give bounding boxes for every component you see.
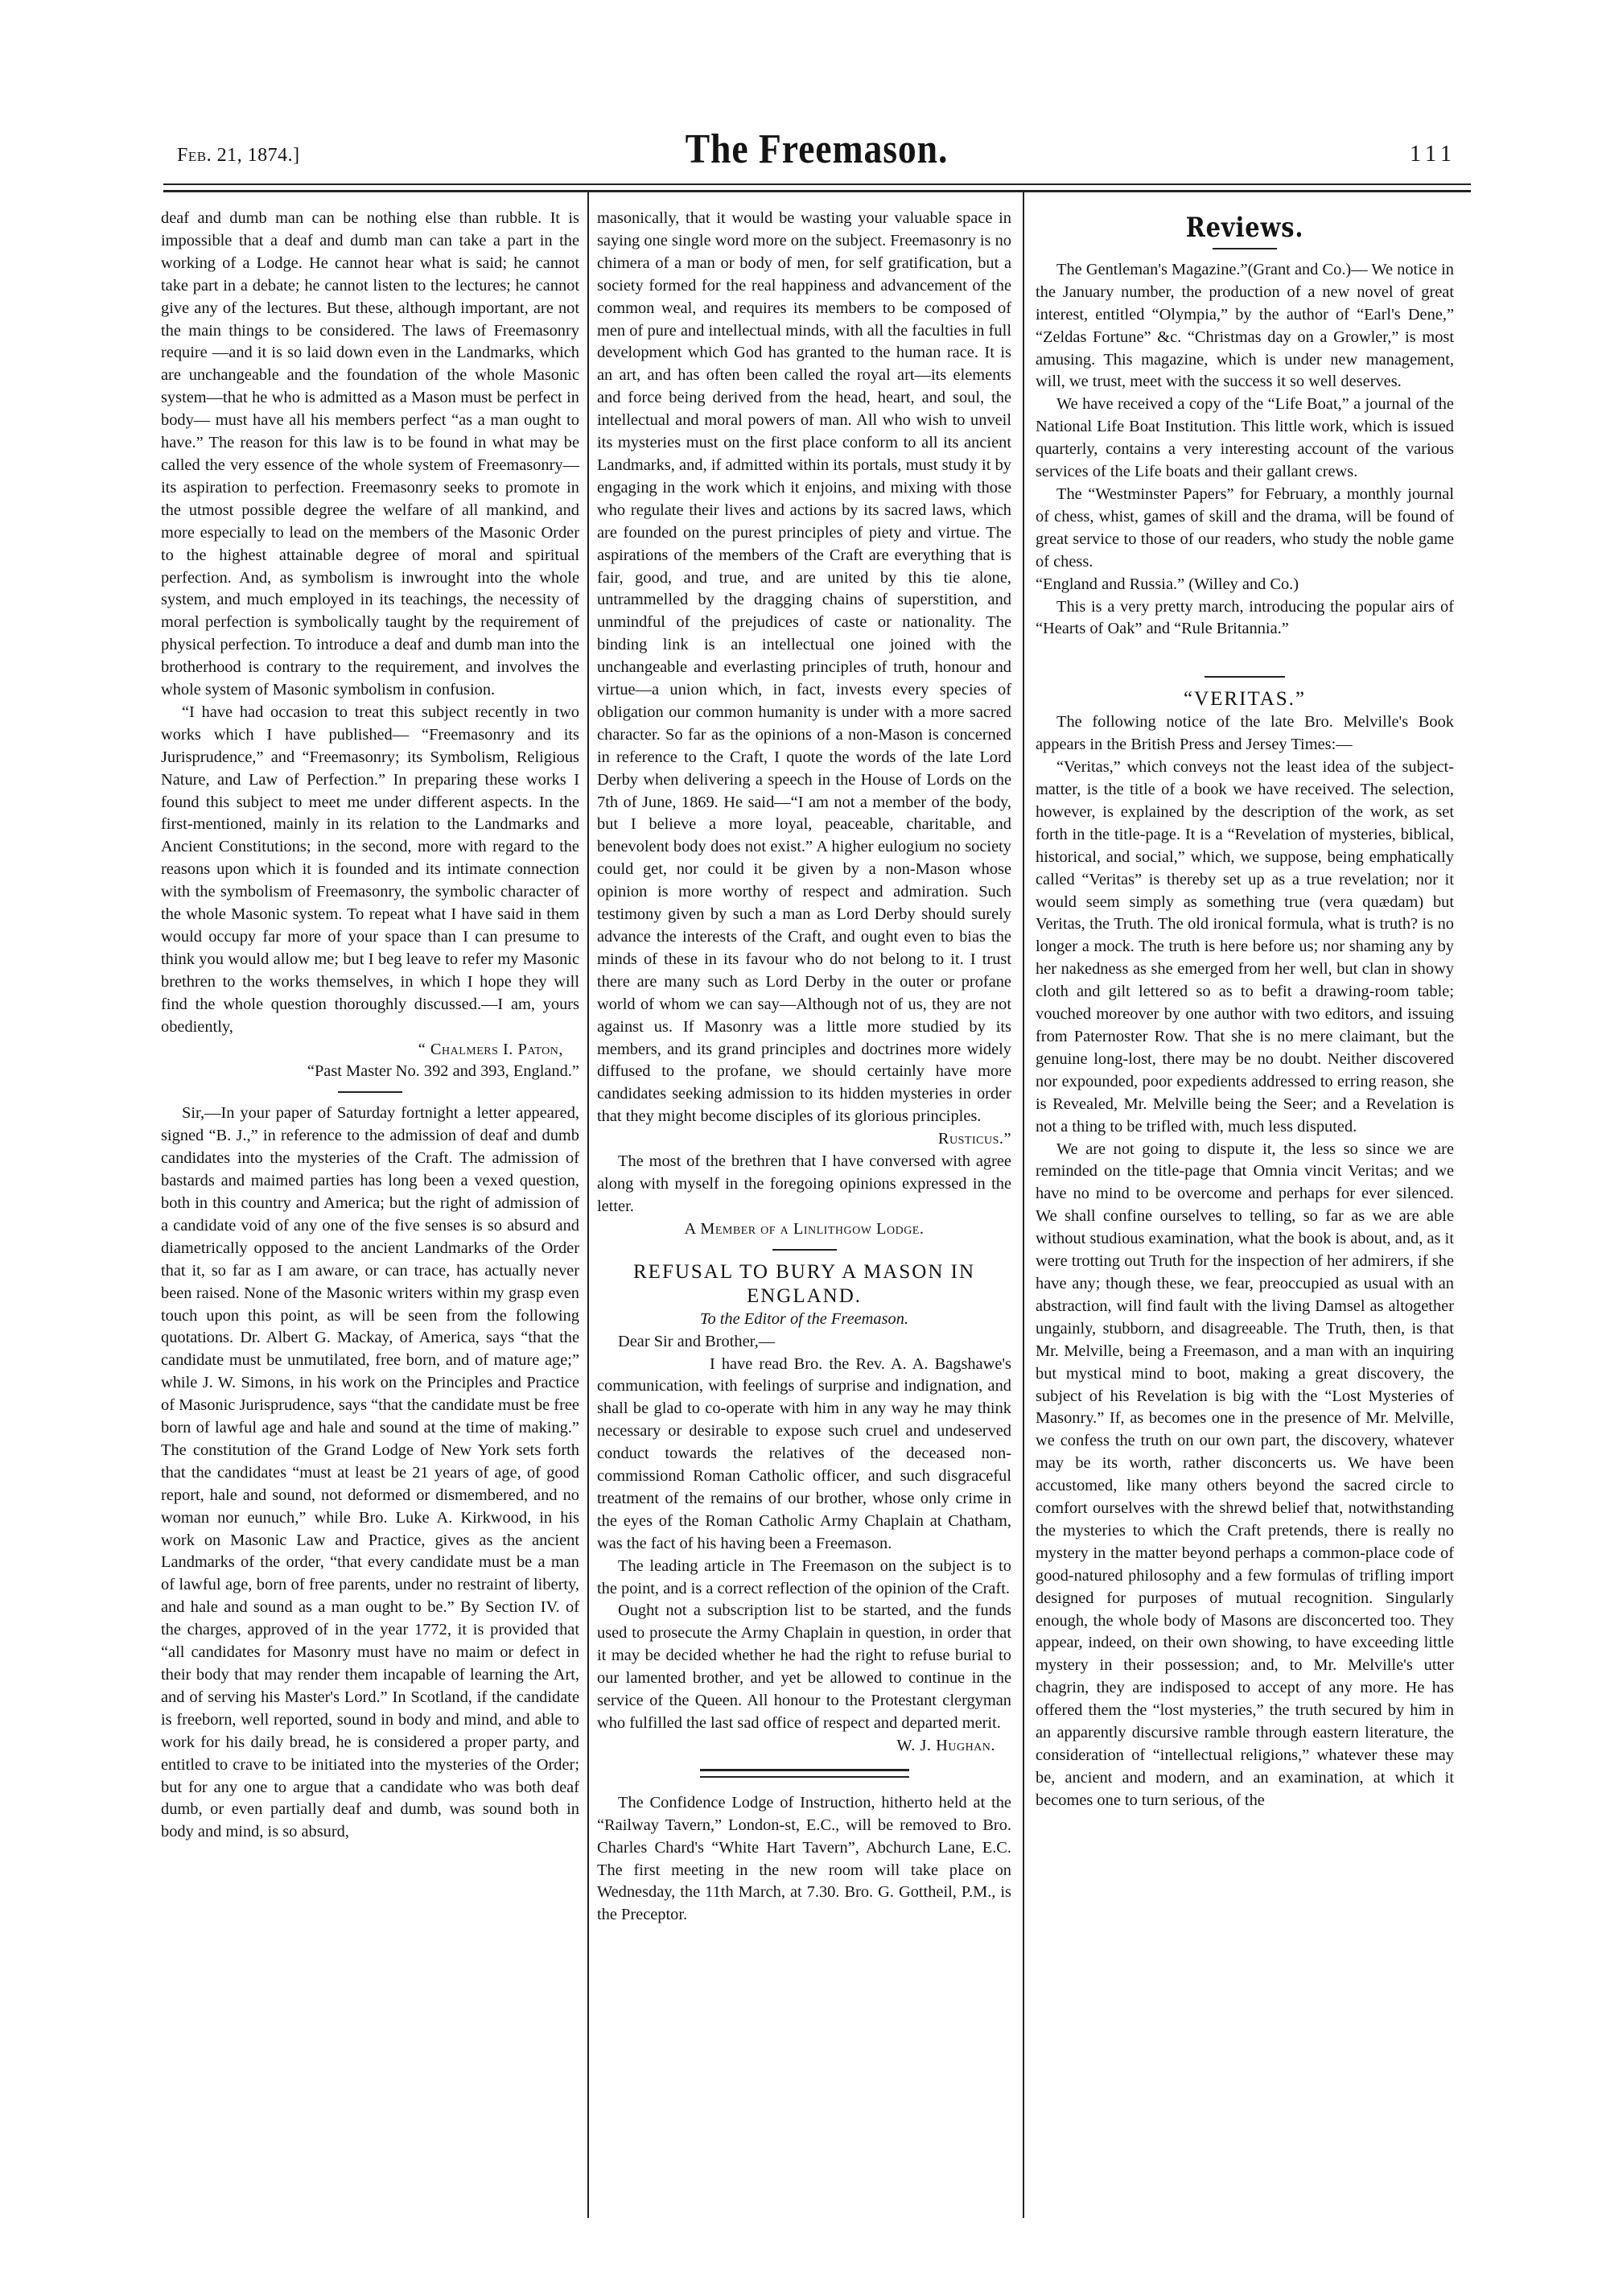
issue-date: Feb. 21, 1874.] <box>177 145 300 166</box>
paragraph: I have read Bro. the Rev. A. A. Bagshawe's communication, with feelings of surprise and indignation, and shall be glad to co-operate with him in any way he may think necessary or desirable to expose such cruel and undeserved conduct towards the relatives of the deceased non-commissiond Roman Catholic officer, and such disgraceful treatment of the remains of our brother, whose only crime in the eyes of the Roman Catholic Army Chaplain at Chatham, was the fact of his having been a Freemason. <box>597 1354 1011 1552</box>
paragraph: We have received a copy of the “Life Boat,” a journal of the National Life Boat Institution. This little work, which is issued quarterly, contains a very interesting account of the various services of the Life boats and their gallant crews. <box>1036 395 1454 481</box>
paragraph: “I have had occasion to treat this subject recently in two works which I have published— “Freemasonry and its Jurisprudence,” and “Freemasonry; its Symbolism, Religious Nature, and Law of Perfection.” In preparing these works I found this subject to meet me under different aspects. In the first-mentioned, mainly in its relation to the Landmarks and Ancient Constitutions; in the second, more with regard to the reasons upon which it is founded and its intimate connection with the symbolism of Freemasonry, the symbolic character of the whole Masonic system. To repeat what I have said in them would occupy far more of your space than I can presume to think you would allow me; but I beg leave to refer my Masonic brethren to the works themselves, in which I hope they will find the whole question thoroughly discussed.—I am, yours obediently, <box>161 703 579 1036</box>
paragraph: Sir,—In your paper of Saturday fortnight a letter appeared, signed “B. J.,” in reference to the admission of deaf and dumb candidates into the mysteries of the Craft. The admission of bastards and maimed parties has long been a vexed question, both in this country and America; but the right of admission of a candidate void of any one of the five senses is so absurd and diametrically opposed to the ancient Landmarks of the Order that it, so far as I am aware, or can trace, has actually never been raised. None of the Masonic writers within my grasp even touch upon this point, as will be seen from the following quotations. Dr. Albert G. Mackay, of America, says “that the candidate must be unmutilated, free born, and of mature age;” while J. W. Simons, in his work on the Principles and Practice of Masonic Jurisprudence, says “that the candidate must be free born of lawful age and hale and sound at the time of making.” The constitution of the Grand Lodge of New York sets forth that the candidates “must at least be 21 years of age, of good report, hale and sound, not deformed or dismembered, and no woman nor eunuch,” while Bro. Luke A. Kirkwood, in his work on Masonic Law and Practice, gives as the ancient Landmarks of the order, “that every candidate must be a man of lawful age, born of free parents, under no restraint of liberty, and hale and sound as a man ought to be.” By Section IV. of the charges, approved of in the year 1772, it is provided that “all candidates for Masonry must have no maim or defect in their body that may render them incapable of learning the Art, and of serving his Master's Lord.” In Scotland, if the candidate is freeborn, well reported, sound in body and mind, and able to work for his daily bread, he is considered a proper party, and entitled to crave to be initiated into the mysteries of the Order; but for any one to argue that a candidate who was both deaf dumb, or even partially deaf and dumb, was sound both in body and mind, is so absurd, <box>161 1104 579 1841</box>
paragraph: The “Westminster Papers” for February, a monthly journal of chess, whist, games of skill and the drama, will be found of great service to those of our readers, who study the noble game of chess. <box>1036 484 1454 571</box>
newspaper-title: The Freemason. <box>685 126 949 172</box>
article-heading: “VERITAS.” <box>1184 688 1306 711</box>
spacer <box>1036 641 1454 668</box>
paragraph: The most of the brethren that I have conversed with agree along with myself in the foregoing opinions expressed in the letter. <box>597 1152 1011 1215</box>
signature: W. J. Hughan. <box>896 1736 995 1754</box>
signature: Rusticus.” <box>937 1130 1011 1148</box>
signature-title: “Past Master No. 392 and 393, England.” <box>307 1062 579 1081</box>
column-divider <box>1023 190 1024 2218</box>
paragraph: “Veritas,” which conveys not the least idea of the subject-matter, is the title of a book we have received. The selection, however, is explained by the description of the work, as set forth in the title-page. It is a “Revelation of mysteries, biblical, historical, and social,” which, we suppose, being emphatically called “Veritas” is thereby set up as a true revelation; nor it would seem simply as something true (vera quædam) but Veritas, the Truth. The old ironical formula, what is truth? is no longer a mock. The truth is here before us; nor shaming any by her nakedness as she emerged from her well, but clan in showy cloth and gilt lettered so as to befit a drawing-room table; vouched moreover by one author with two editors, and issuing from Paternoster Row. That she is no mere claimant, but the genuine long-lost, there may be no doubt. Neither discovered nor expounded, poor expedients addressed to erring reason, she is Revealed, Mr. Melville being the Seer; and a Revelation is not a thing to be trifled with, much less disputed. <box>1036 758 1454 1136</box>
paragraph: We are not going to dispute it, the less so since we are reminded on the title-page that Omnia vincit Veritas; and we have no mind to be overcome and perhaps for ever silenced. We shall confine ourselves to telling, so far as we are able without studious examination, what the book is about, and, as it were trotting out Truth for the inspection of her admirers, if she have any; though these, we fear, preoccupied as usual with an abstraction, will find fault with the living Damsel as altogether ungainly, stubborn, and disagreeable. The Truth, then, is that Mr. Melville, being a Freemason, and a man with an inquiring but mystical mind to boot, making a great discovery, the subject of his Revelation is big with the “Lost Mysteries of Masonry.” If, as becomes one in the presence of Mr. Melville, we confess the truth on our own part, the discovery, whatever may be its worth, rather disconcerts us. We have been accustomed, like many others beyond the sacred circle to comfort ourselves with the shrewd belief that, notwithstanding the mysteries to which the Craft pretends, there is really no mystery in the matter beyond perhaps a common-place code of good-natured philosophy and a few formulas of trifling import designed for purposes of mutual recognition. Singularly enough, the whole body of Masons are disconcerted too. They appear, indeed, on their own showing, to have exceeding little mystery in their possession; and, to Mr. Melville's utter chagrin, they are indisposed to accept of any more. He has offered them the “lost mysteries,” the truth secured by him in an apparently discursive ramble through eastern literature, the consideration of “intellectual religions,” whatever these may be, ancient and modern, and an examination, at which it becomes one to turn serious, of the <box>1036 1140 1454 1809</box>
header-rule <box>163 183 1471 185</box>
section-divider <box>1205 676 1285 678</box>
paragraph: “England and Russia.” (Willey and Co.) <box>1036 575 1299 593</box>
column-2 <box>597 208 1011 1927</box>
section-divider <box>700 1769 909 1778</box>
header-rule-double <box>163 190 1471 192</box>
paragraph: deaf and dumb man can be nothing else than rubble. It is impossible that a deaf and dumb man can take a part in the working of a Lodge. He cannot hear what is said; he cannot take part in a debate; he cannot listen to the lectures; he cannot give any of the lectures. But these, although important, are not the main things to be considered. The laws of Freemasonry require —and it is so laid down even in the Landmarks, which are unchangeable and the foundation of the whole Masonic system—that he who is admitted as a Mason must be perfect in body— must have all his members perfect “as a man ought to have.” The reason for this law is to be found in what may be called the very essence of the whole system of Freemasonry—its aspiration to perfection. Freemasonry seeks to promote in the utmost possible degree the welfare of all mankind, and more especially to lead on the members of the Masonic Order to the highest attainable degree of moral and spiritual perfection. And, as symbolism is inwrought into the whole system, and much employed in its teachings, the necessity of moral perfection is symbolically taught by the requirement of physical perfection. To introduce a deaf and dumb man into the brotherhood is contrary to the requirement, and involves the whole system of Masonic symbolism in confusion. <box>161 209 579 699</box>
masthead <box>161 121 1472 172</box>
column-divider <box>587 190 589 2218</box>
page-number: 111 <box>1410 142 1456 167</box>
paragraph: The Confidence Lodge of Instruction, hitherto held at the “Railway Tavern,” London-st, E.C., will be removed to Bro. Charles Chard's “White Hart Tavern”, Abchurch Lane, E.C. The first meeting in the new room will take place on Wednesday, the 11th March, at 7.30. Bro. G. Gottheil, P.M., is the Preceptor. <box>597 1793 1011 1924</box>
column-3 <box>1036 208 1454 1812</box>
section-divider <box>338 1091 402 1093</box>
article-subheading: To the Editor of the Freemason. <box>699 1309 909 1328</box>
salutation: Dear Sir and Brother,— <box>618 1332 776 1350</box>
signature: A Member of a Linlithgow Lodge. <box>684 1219 925 1238</box>
paragraph: This is a very pretty march, introducing the popular airs of “Hearts of Oak” and “Rule Britannia.” <box>1036 597 1454 638</box>
paragraph: masonically, that it would be wasting your valuable space in saying one single word more on the subject. Freemasonry is no chimera of a man or body of men, for self gratification, but a society formed for the real happiness and advancement of the common weal, and requires its members to be composed of men of pure and intellectual minds, with all the faculties in full development which God has granted to the human race. It is an art, and has often been called the royal art—its elements and force being derived from the head, heart, and soul, the intellectual and moral powers of man. All who wish to unveil its mysteries must on the first place conform to all its ancient Landmarks, and, if admitted within its portals, must study it by engaging in the work which it enjoins, and mixing with those who regulate their lives and actions by its sacred laws, which are founded on the purest principles of piety and virtue. The aspirations of the members of the Craft are everything that is fair, good, and true, and are united by this tie alone, untrammelled by the dragging chains of superstition, and unmindful of the prejudices of caste or nationality. The binding link is an intellectual one joined with the unchangeable and everlasting principles of truth, honour and virtue—a union which, in fact, invests every species of obligation our common humanity is under with a more sacred character. So far as the opinions of a non-Mason is concerned in reference to the Craft, I quote the words of the late Lord Derby when delivering a speech in the House of Lords on the 7th of June, 1869. He said—“I am not a member of the body, but I believe a more loyal, peaceable, charitable, and benevolent body does not exist.” A higher eulogium no society could get, nor could it be given by a non-Mason whose opinion is more worthy of respect and admiration. Such testimony given by such a man as Lord Derby should surely advance the interests of the Craft, and ought even to bias the minds of these in its favour who do not belong to it. I trust there are many such as Lord Derby in the outer or profane world of whom we can say—Although not of us, they are not against us. If Masonry was a little more studied by its members, and its grand principles and doctrines more widely diffused to the profane, we should certainly have more candidates seeking admission to its hidden mysteries in order that they might become disciples of its glorious principles. <box>597 209 1011 1126</box>
section-title: Reviews. <box>1185 212 1304 244</box>
article-heading: REFUSAL TO BURY A MASON IN ENGLAND. <box>633 1260 975 1307</box>
paragraph: The following notice of the late Bro. Melville's Book appears in the British Press and Jersey Times:— <box>1036 713 1454 754</box>
paragraph: Ought not a subscription list to be started, and the funds used to prosecute the Army Chaplain in question, in order that it may be decided whether he had the right to refuse burial to our lamented brother, and yet be allowed to continue in the service of the Queen. All honour to the Protestant clergyman who fulfilled the last sad office of respect and departed merit. <box>597 1601 1011 1732</box>
section-divider <box>772 1249 837 1251</box>
paragraph: The Gentleman's Magazine.”(Grant and Co.)— We notice in the January number, the production of a new novel of great interest, entitled “Olympia,” by the author of “Earl's Dene,” “Zeldas Fortune” &c. “Christmas day on a Growler,” is most amusing. This magazine, which is under new management, will, we trust, meet with the success it so well deserves. <box>1036 260 1454 391</box>
paragraph: The leading article in The Freemason on the subject is to the point, and is a correct reflection of the opinion of the Craft. <box>597 1556 1011 1597</box>
signature: “ Chalmers I. Paton, <box>418 1040 563 1058</box>
section-divider <box>1213 248 1277 249</box>
column-1 <box>161 208 579 1844</box>
